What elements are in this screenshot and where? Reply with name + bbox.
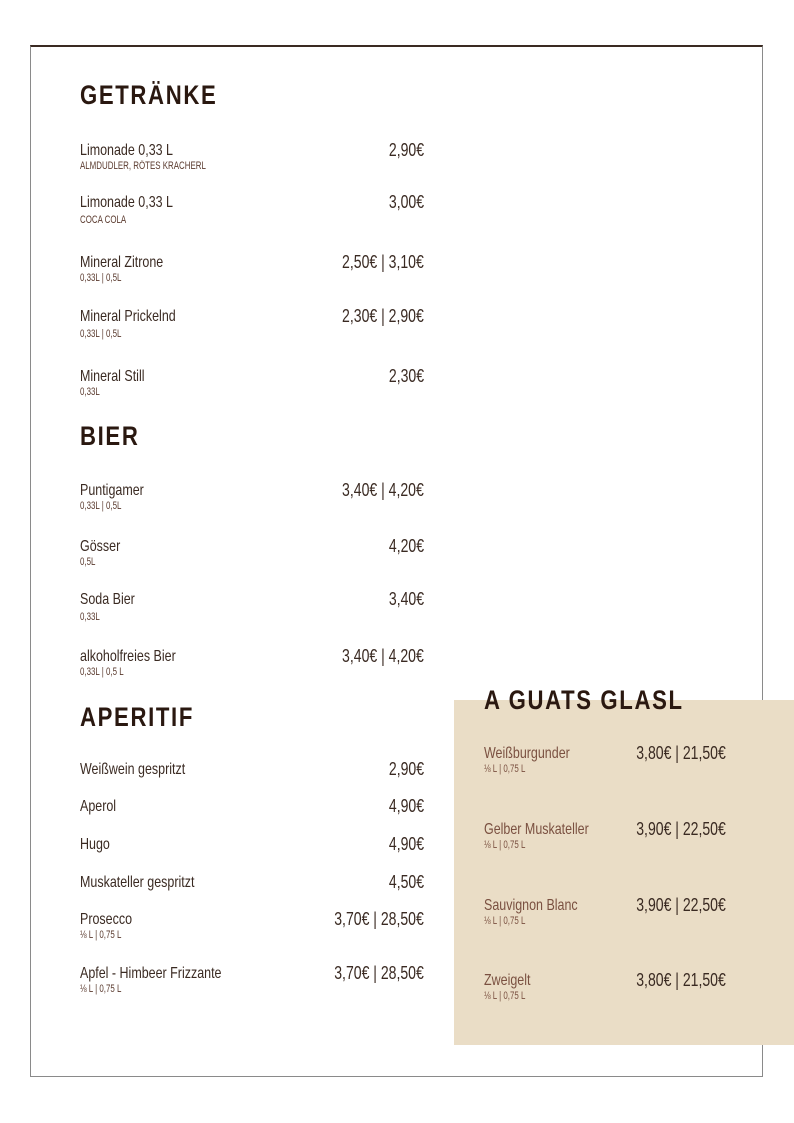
item-price: 2,30€ | 2,90€ (342, 306, 424, 326)
item-name: Hugo (80, 836, 110, 853)
item-price: 2,90€ (388, 140, 424, 160)
item-name: Gelber Muskateller (484, 821, 589, 838)
item-price: 4,20€ (388, 536, 424, 556)
item-detail: 0,5L (80, 556, 96, 568)
item-price: 3,90€ | 22,50€ (636, 819, 726, 839)
item-name: Puntigamer (80, 482, 144, 499)
item-detail: COCA COLA (80, 214, 127, 226)
item-name: Zweigelt (484, 972, 531, 989)
item-name: Gösser (80, 538, 121, 555)
item-name: Apfel - Himbeer Frizzante (80, 965, 222, 982)
item-name: Prosecco (80, 911, 133, 928)
item-name: Mineral Zitrone (80, 254, 164, 271)
item-detail: 0,33L | 0,5 L (80, 666, 124, 678)
item-name: Limonade 0,33 L (80, 194, 173, 211)
item-name: Weißwein gespritzt (80, 761, 186, 778)
item-price: 2,90€ (388, 759, 424, 779)
section-title-aperitif: APERITIF (80, 702, 194, 732)
item-price: 2,50€ | 3,10€ (342, 252, 424, 272)
item-price: 2,30€ (388, 366, 424, 386)
item-detail: ⅛ L | 0,75 L (484, 915, 526, 927)
item-price: 3,70€ | 28,50€ (334, 909, 424, 929)
item-name: alkoholfreies Bier (80, 648, 176, 665)
item-detail: ⅛ L | 0,75 L (484, 839, 526, 851)
item-name: Limonade 0,33 L (80, 142, 173, 159)
item-name: Weißburgunder (484, 745, 570, 762)
section-title-glasl: A GUATS GLASL (484, 685, 684, 715)
item-price: 3,40€ (388, 589, 424, 609)
item-detail: 0,33L | 0,5L (80, 272, 122, 284)
item-detail: ALMDUDLER, RÖTES KRACHERL (80, 160, 206, 172)
item-name: Aperol (80, 798, 117, 815)
item-price: 3,80€ | 21,50€ (636, 743, 726, 763)
section-title-bier: BIER (80, 421, 140, 451)
item-price: 3,70€ | 28,50€ (334, 963, 424, 983)
item-detail: 0,33L (80, 611, 100, 623)
item-detail: ⅛ L | 0,75 L (80, 929, 122, 941)
item-name: Mineral Prickelnd (80, 308, 176, 325)
item-detail: 0,33L | 0,5L (80, 328, 122, 340)
item-detail: ⅛ L | 0,75 L (484, 763, 526, 775)
item-price: 3,80€ | 21,50€ (636, 970, 726, 990)
item-name: Mineral Still (80, 368, 145, 385)
item-price: 4,90€ (388, 834, 424, 854)
item-detail: ⅛ L | 0,75 L (484, 990, 526, 1002)
item-price: 4,50€ (388, 872, 424, 892)
item-name: Muskateller gespritzt (80, 874, 195, 891)
item-detail: 0,33L (80, 386, 100, 398)
item-detail: 0,33L | 0,5L (80, 500, 122, 512)
section-title-getraenke: GETRÄNKE (80, 80, 218, 110)
item-price: 3,90€ | 22,50€ (636, 895, 726, 915)
item-detail: ⅛ L | 0,75 L (80, 983, 122, 995)
item-name: Soda Bier (80, 591, 135, 608)
item-price: 3,40€ | 4,20€ (342, 480, 424, 500)
item-price: 3,40€ | 4,20€ (342, 646, 424, 666)
item-price: 3,00€ (388, 192, 424, 212)
item-price: 4,90€ (388, 796, 424, 816)
item-name: Sauvignon Blanc (484, 897, 578, 914)
